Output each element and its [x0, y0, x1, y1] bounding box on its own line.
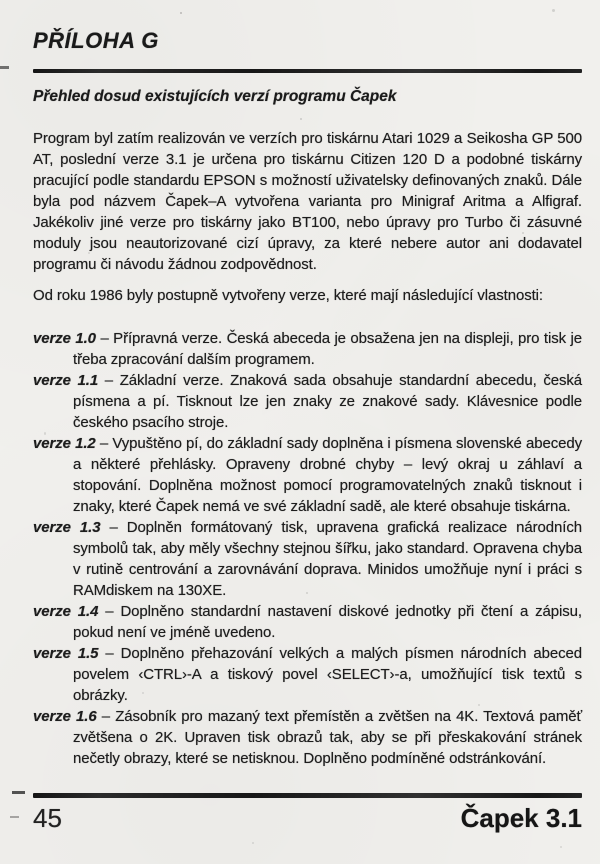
- scan-artifact: [12, 791, 25, 794]
- version-item: [33, 517, 582, 601]
- version-item: [33, 706, 582, 769]
- footer-divider-rule: [33, 793, 582, 798]
- scan-artifact: [10, 816, 19, 818]
- scan-artifact: [0, 66, 9, 69]
- version-list: [33, 328, 582, 769]
- top-divider-rule: [33, 69, 582, 73]
- version-item: [33, 370, 582, 433]
- version-label: verze 1.6: [33, 708, 97, 725]
- appendix-title: PŘÍLOHA G: [33, 28, 159, 53]
- version-text: – Doplněno přehazování velkých a malých písmen národních abeced povelem ‹CTRL›-A a tiskový povel ‹SELECT›-a, umožňující tisk textů s obrázky.: [73, 645, 582, 704]
- version-item: [33, 328, 582, 370]
- version-item: [33, 601, 582, 643]
- version-text: – Přípravná verze. Česká abeceda je obsažena jen na displeji, pro tisk je třeba zpracování dalším programem.: [73, 330, 582, 368]
- version-label: verze 1.3: [33, 519, 101, 536]
- version-text: – Vypuštěno pí, do základní sady doplněna i písmena slovenské abecedy a některé přehlásky. Opraveny drobné chyby – levý okraj u záhlaví a stopování. Doplněna možnost pomocí programovatelných znaků tisknout i znaky, které Čapek nemá ve své základní sadě, ale které obsahuje tiskárna.: [73, 435, 582, 515]
- version-label: verze 1.1: [33, 372, 99, 389]
- version-item: [33, 643, 582, 706]
- scan-speck: [180, 12, 182, 14]
- version-label: verze 1.2: [33, 435, 96, 452]
- intro-paragraph: Program byl zatím realizován ve verzích pro tiskárnu Atari 1029 a Seikosha GP 500 AT, poslední verze 3.1 je určena pro tiskárnu Citizen 120 D a podobné tiskárny pracující podle standardu EPSON s možností uživatelsky definovaných znaků. Dále byla pod názvem Čapek–A vytvořena varianta pro Minigraf Aritma a Alfigraf. Jakékoliv jiné verze pro tiskárny jako BT100, nebo úpravy pro Turbo či zásuvné moduly jsou neautorizované cizí úpravy, za které nebere autor ani dodavatel programu či návodu žádnou zodpovědnost.: [33, 130, 582, 273]
- version-label: verze 1.5: [33, 645, 99, 662]
- footer-row: [33, 803, 582, 833]
- version-text: – Doplněno standardní nastavení diskové jednotky při čtení a zápisu, pokud není ve jméně uvedeno.: [73, 603, 582, 641]
- scan-speck: [252, 842, 254, 844]
- scan-speck: [560, 846, 562, 848]
- program-version: Čapek 3.1: [460, 803, 582, 833]
- page-footer: [33, 793, 582, 833]
- version-label: verze 1.4: [33, 603, 99, 620]
- page-number: 45: [33, 803, 62, 833]
- scan-speck: [300, 118, 302, 120]
- version-text: – Doplněn formátovaný tisk, upravena grafická realizace národních symbolů tak, aby měly všechny stejnou šířku, jako standard. Opravena chyba v rutině centrování a zarovnávání doprava. Minidos umožňuje nyní i práci s RAMdiskem na 130XE.: [73, 519, 582, 599]
- version-label: verze 1.0: [33, 330, 96, 347]
- version-text: – Zásobník pro mazaný text přemístěn a zvětšen na 4K. Textová paměť zvětšena o 2K. Upraven tisk obrazů tak, aby se při přeskakování stránek nečetly obrazy, které se netisknou. Doplněno podmíněné odstránkování.: [73, 708, 582, 767]
- versions-intro: Od roku 1986 byly postupně vytvořeny verze, které mají následující vlastnosti:: [33, 287, 543, 304]
- version-text: – Základní verze. Znaková sada obsahuje standardní abecedu, česká písmena a pí. Tisknout lze jen znaky ze znakové sady. Klávesnice podle českého psacího stroje.: [73, 372, 583, 431]
- scan-speck: [552, 9, 555, 12]
- document-heading: Přehled dosud existujících verzí programu Čapek: [33, 88, 397, 105]
- version-item: [33, 433, 582, 517]
